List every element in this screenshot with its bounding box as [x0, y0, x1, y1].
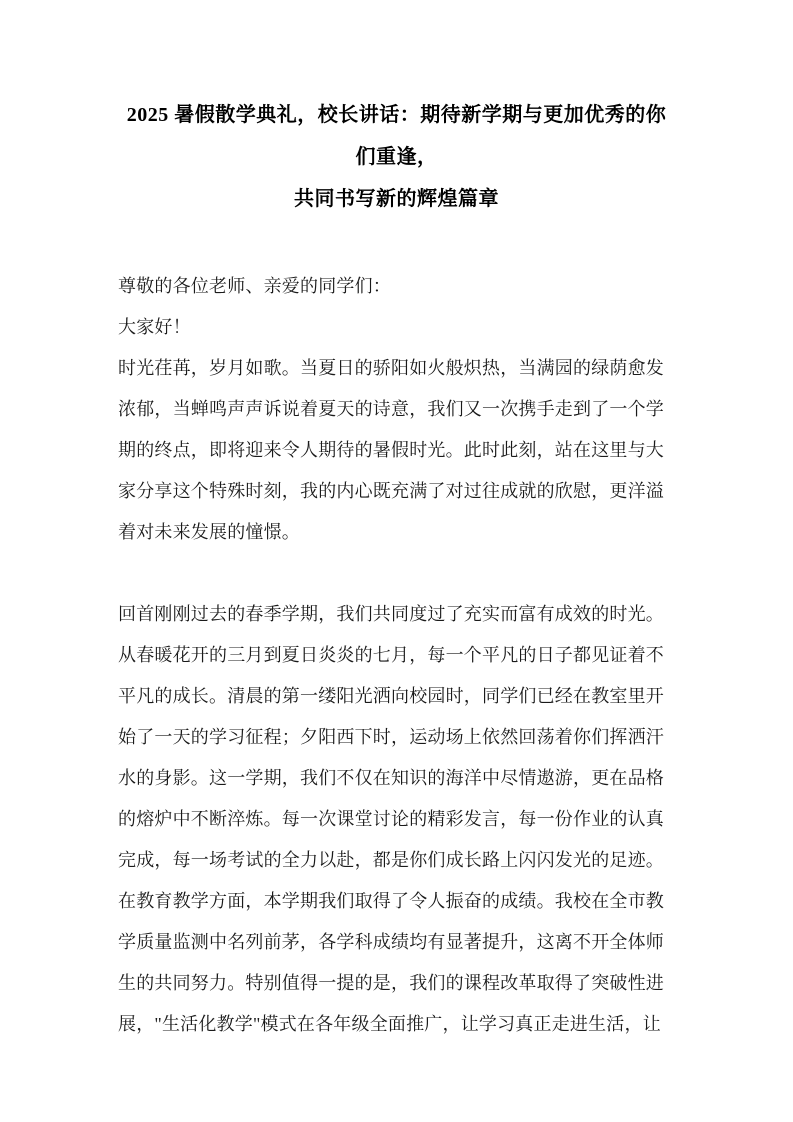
- text-line: 尊敬的各位老师、亲爱的同学们：: [118, 276, 391, 296]
- text-line: 学质量监测中名列前茅，各学科成绩均有显著提升，这离不开全体师: [118, 932, 664, 952]
- text-line: 期的终点，即将迎来令人期待的暑假时光。此时此刻，站在这里与大: [118, 440, 664, 460]
- text-line: 水的身影。这一学期，我们不仅在知识的海洋中尽情遨游，更在品格: [118, 768, 664, 788]
- text-line: 浓郁，当蝉鸣声声诉说着夏天的诗意，我们又一次携手走到了一个学: [118, 399, 664, 419]
- greeting: [118, 307, 675, 348]
- text-line: 生的共同努力。特别值得一提的是，我们的课程改革取得了突破性进: [118, 973, 664, 993]
- text-line: 从春暖花开的三月到夏日炎炎的七月，每一个平凡的日子都见证着不: [118, 645, 664, 665]
- text-line: 始了一天的学习征程；夕阳西下时，运动场上依然回荡着你们挥洒汗: [118, 727, 664, 747]
- salutation: [118, 266, 675, 307]
- text-line: 平凡的成长。清晨的第一缕阳光洒向校园时，同学们已经在教室里开: [118, 686, 664, 706]
- review-paragraph: [118, 594, 675, 1045]
- text-line: 时光荏苒，岁月如歌。当夏日的骄阳如火般炽热，当满园的绿荫愈发: [118, 358, 664, 378]
- text-line: 展，"生活化教学"模式在各年级全面推广，让学习真正走进生活，让: [118, 1014, 661, 1034]
- text-line: 在教育教学方面，本学期我们取得了令人振奋的成绩。我校在全市教: [118, 891, 664, 911]
- text-line: 的熔炉中不断淬炼。每一次课堂讨论的精彩发言，每一份作业的认真: [118, 809, 664, 829]
- text-line: 家分享这个特殊时刻，我的内心既充满了对过往成就的欣慰，更洋溢: [118, 481, 664, 501]
- text-line: 着对未来发展的憧憬。: [118, 522, 300, 542]
- document-body: [118, 266, 675, 1045]
- text-line: 完成，每一场考试的全力以赴，都是你们成长路上闪闪发光的足迹。: [118, 850, 664, 870]
- document-title-line-1: 2025 暑假散学典礼，校长讲话：期待新学期与更加优秀的你们重逢，: [126, 104, 667, 168]
- text-line: 大家好！: [118, 317, 191, 337]
- text-line: 回首刚刚过去的春季学期，我们共同度过了充实而富有成效的时光。: [118, 604, 664, 624]
- document-title: [118, 94, 675, 220]
- opening-paragraph: [118, 348, 675, 553]
- document-title-line-2: 共同书写新的辉煌篇章: [294, 188, 499, 210]
